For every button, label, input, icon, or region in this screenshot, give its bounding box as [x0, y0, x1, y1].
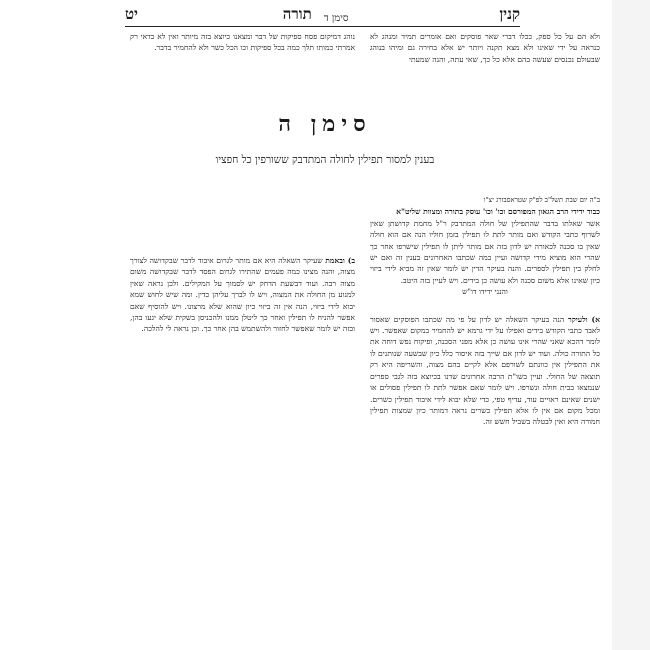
section-b-paragraph: [370, 314, 600, 428]
header-page-number: יט: [125, 5, 138, 23]
running-header: [125, 6, 520, 24]
top-right-column: [370, 31, 600, 81]
section-a-body: אשר שאלתו בדבר שהתפילין של חולה המתדבק ר"ל מחמת קדושתן שאין לשרוף כתבי הקודש ואם מותר לתת לו תפילין בזמן חוליו הנה אם הוא חולה שאין בו סכנה לכאורה יש לדון בזה אם מותר ליתן לו תפילין שישרפו אחר כך שהרי הוא מוציא מידי קדושה ועיין במה שכתבו האחרונים בענין זה ואם יש לחלק בין תפילין לספרים. והנה בעיקר הדין יש לומר שאין זה מביא לידי ביזוי כיון שאינו אלא משום סכנה ולא עושה כן בידים. ויש לעיין בזה היטב.: [370, 218, 600, 285]
section-b-body: הנה בעיקר השאלה יש לדון על פי מה שכתבו הפוסקים שאסור לאבד כתבי הקודש בידים ואפילו על ידי גרמא יש להחמיר במקום שאפשר. ויש לומר דהכא שאני שהרי אינו עושה כן אלא מפני הסכנה, ופיקוח נפש דוחה את כל התורה כולה. ועוד יש לדון אם שייך בזה איסור כלל כיון שבשעה שנותנים לו את התפילין אין כוונתם לשורפם אלא לקיים בהם מצוה, והשריפה היא רק תוצאה של החולי. ועיין בשו"ת הרבה אחרונים שדנו בכיוצא בזה לגבי ספרים שנמצאו בבית חולה ונשרפו. ויש לומר שאם אפשר לתת לו תפילין פסולים או ישנים שאינם ראויים עוד, עדיף טפי, כדי שלא יבוא לידי איבוד תפילין כשרים. ומכל מקום אם אין לו אלא תפילין כשרים נראה דמותר כיון שמצות תפילין חמורה היא ואין לבטלה בשביל חשש זה.: [370, 314, 600, 427]
header-title: תורה: [282, 5, 312, 23]
page-edge: [612, 0, 650, 650]
section-c-body: שעיקר השאלה היא אם מותר לגרום איבוד לדבר שבקדושה לצורך מצוה, והנה מצינו כמה פעמים שהתירו לגרום הפסד לדבר שבקדושה משום מצוה רבה. ועוד דבשעת הדחק יש לסמוך על המקילים. ולכן נראה שאין למנוע מן החולה את המצוה, ויש לו לברך עליהן כדין. ומה שיש לחוש שמא יבוא לידי ביזוי, הנה אין זה ביזוי כיון שהוא שלא מרצונו. ויש להוסיף שאם אפשר להניח לו תפילין ואחר כך ליטלן ממנו ולהכניסן בשקית שלא יגעו בהן, ובזה יש לומר שאפשר לחזור ולהשתמש בהן אחר כך. וכן נראה לי להלכה.: [130, 256, 355, 334]
top-left-text: נוהג דמיקום פסח ספיקות של דבר ומצאנו כיוצא בזה מיותר ואין לא כדאי רק אמרתי כמותו תלך כמה בכל ספיקות וכו הכל כשר ולא להחמיר בדבר.: [130, 32, 355, 53]
top-left-column: [130, 31, 355, 81]
header-right: קנין: [499, 5, 520, 23]
section-a-closing: והנני ידידו דו"ש: [462, 287, 508, 297]
section-c-heading: ב) ובאמת: [325, 256, 355, 265]
header-center: [283, 5, 355, 24]
top-right-text: ולא הם על כל ספק, ככלו דברי שאר פוסקים ואם אומרים תמיד ומנהג לא כנראה על ידי שאינו ולא מצא תקנה ויותר יש אלא בחירה גם ומיהו בנוהג שבעולם נכנסים שעשה בהם אלא כל כך, שאי עתה, והנה שמעתי: [370, 32, 600, 64]
header-rule: [125, 26, 520, 27]
siman-subject: בענין למסור תפילין לחולה המתדבק ששורפין כל חפציו: [215, 154, 435, 166]
greeting: כבוד ידידי הרב הגאון המפורסם וכו' וכו' עוסק בתורה ומצוות שליט"א: [396, 207, 600, 217]
left-column: [130, 195, 355, 615]
dateline: ב"ה יום שבת תשל"ב לפ"ק שטראסבורג יצ"ו: [483, 196, 600, 204]
section-b-heading: א) ולעיקר: [567, 314, 600, 324]
siman-title: סימן ה: [278, 111, 372, 137]
header-siman: סימן ד: [323, 13, 349, 24]
right-column: [370, 195, 600, 615]
section-c-paragraph: [130, 255, 355, 335]
